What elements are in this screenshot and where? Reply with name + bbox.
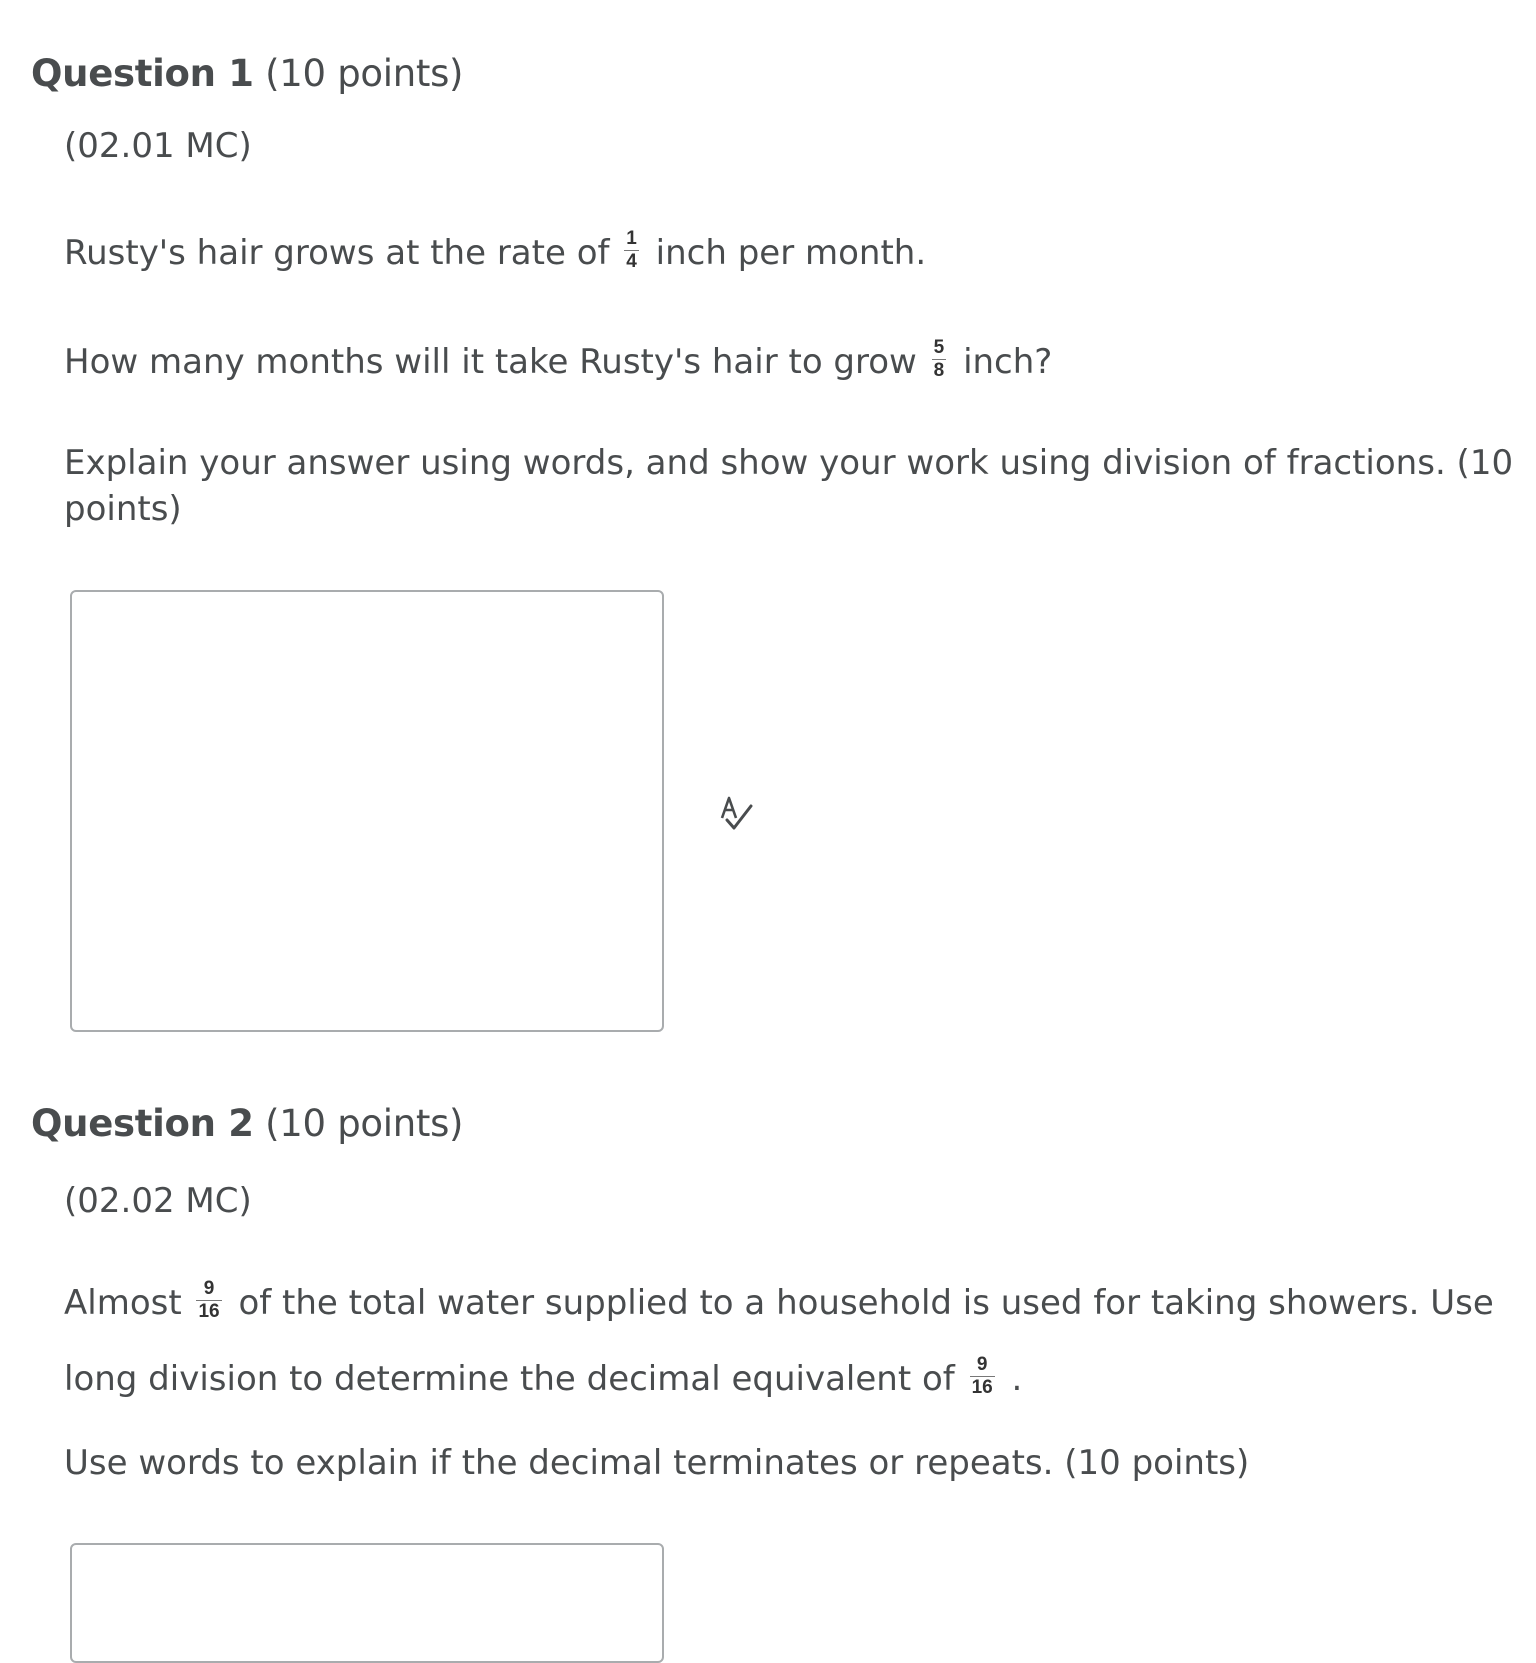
question-1-answer-input[interactable] — [70, 590, 664, 1032]
fraction-nine-sixteenths — [970, 1354, 995, 1399]
fraction-nine-sixteenths — [196, 1278, 221, 1323]
fraction-numerator: 1 — [626, 228, 637, 249]
question-1-name: Question 1 — [31, 52, 254, 95]
spell-check-icon[interactable] — [717, 792, 755, 832]
fraction-numerator: 9 — [196, 1278, 221, 1301]
question-2-title — [31, 1102, 463, 1145]
fraction-numerator: 5 — [933, 337, 945, 358]
fraction-denominator: 16 — [971, 1377, 993, 1398]
fraction-numerator: 9 — [970, 1354, 995, 1377]
question-1-line-2-before: How many months will it take Rusty's hair to grow — [64, 342, 917, 382]
question-2-line-2-before: long division to determine the decimal equivalent of — [64, 1359, 955, 1399]
fraction-one-fourth — [624, 228, 639, 273]
question-2-instructions: Use words to explain if the decimal terminates or repeats. (10 points) — [64, 1443, 1250, 1483]
question-2-code: (02.02 MC) — [64, 1181, 252, 1221]
question-2-line-2-after: . — [1011, 1359, 1023, 1399]
fraction-five-eighths — [932, 337, 947, 382]
question-1-line-1-after: inch per month. — [655, 233, 927, 273]
question-1-points: (10 points) — [265, 52, 464, 95]
question-2-line-1-before: Almost — [64, 1283, 182, 1323]
question-2-points: (10 points) — [265, 1102, 464, 1145]
question-2-line-2 — [64, 1356, 1022, 1403]
question-2-line-1-after: of the total water supplied to a household is used for taking showers. Use — [238, 1283, 1494, 1323]
question-1-line-1-before: Rusty's hair grows at the rate of — [64, 233, 610, 273]
question-1-instructions: Explain your answer using words, and show your work using division of fractions. (10 points) — [64, 443, 1514, 529]
question-2-name: Question 2 — [31, 1102, 254, 1145]
fraction-denominator: 16 — [198, 1301, 220, 1322]
question-1-line-2-after: inch? — [963, 342, 1053, 382]
question-1-title — [31, 52, 463, 95]
question-2-answer-input[interactable] — [70, 1543, 664, 1663]
fraction-denominator: 8 — [933, 360, 945, 381]
fraction-denominator: 4 — [626, 251, 637, 272]
question-1-line-2 — [64, 339, 1052, 386]
question-1-line-1 — [64, 230, 926, 277]
question-2-line-1 — [64, 1280, 1494, 1327]
question-1-code: (02.01 MC) — [64, 126, 252, 166]
